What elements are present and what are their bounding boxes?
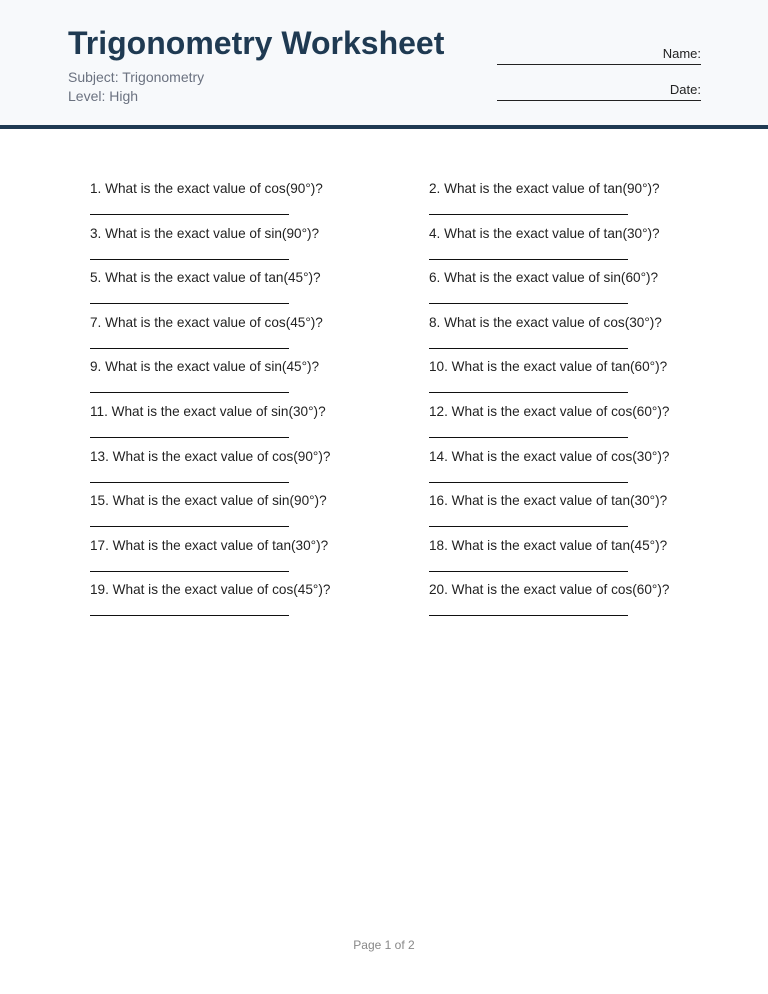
page-number: Page 1 of 2 <box>353 938 415 952</box>
question-text: 20. What is the exact value of cos(60°)? <box>429 582 670 598</box>
answer-line[interactable] <box>90 571 289 572</box>
answer-line[interactable] <box>429 437 628 438</box>
question-text: 12. What is the exact value of cos(60°)? <box>429 403 670 419</box>
question-item <box>90 181 429 226</box>
question-item <box>90 493 429 538</box>
question-item <box>90 359 429 404</box>
question-item <box>90 404 429 449</box>
answer-line[interactable] <box>429 615 628 616</box>
answer-line[interactable] <box>90 615 289 616</box>
question-item <box>90 449 429 494</box>
question-text: 13. What is the exact value of cos(90°)? <box>90 448 331 464</box>
worksheet-title: Trigonometry Worksheet <box>68 25 445 61</box>
answer-line[interactable] <box>429 214 628 215</box>
question-text: 2. What is the exact value of tan(90°)? <box>429 181 660 196</box>
worksheet-header <box>0 0 768 129</box>
question-item <box>429 359 690 404</box>
question-text: 19. What is the exact value of cos(45°)? <box>90 582 331 598</box>
question-text: 10. What is the exact value of tan(60°)? <box>429 359 668 375</box>
question-text: 9. What is the exact value of sin(45°)? <box>90 359 320 375</box>
answer-line[interactable] <box>429 392 628 393</box>
question-text: 18. What is the exact value of tan(45°)? <box>429 537 668 553</box>
answer-line[interactable] <box>90 303 289 304</box>
answer-line[interactable] <box>90 259 289 260</box>
question-text: 4. What is the exact value of tan(30°)? <box>429 225 660 241</box>
subject-label: Subject: Trigonometry <box>68 69 205 85</box>
question-text: 17. What is the exact value of tan(30°)? <box>90 537 329 553</box>
question-item <box>429 270 690 315</box>
question-item <box>90 315 429 360</box>
question-text: 14. What is the exact value of cos(30°)? <box>429 448 670 464</box>
question-item <box>429 582 690 627</box>
question-text: 6. What is the exact value of sin(60°)? <box>429 270 659 286</box>
question-list <box>90 181 690 627</box>
question-item <box>90 582 429 627</box>
answer-line[interactable] <box>90 482 289 483</box>
level-label: Level: High <box>68 88 139 104</box>
question-text: 15. What is the exact value of sin(90°)? <box>90 493 327 509</box>
question-item <box>429 493 690 538</box>
question-item <box>429 538 690 583</box>
question-text: 16. What is the exact value of tan(30°)? <box>429 493 668 509</box>
question-item <box>429 226 690 271</box>
question-text: 8. What is the exact value of cos(30°)? <box>429 314 662 330</box>
date-field[interactable] <box>497 82 701 101</box>
answer-line[interactable] <box>429 348 628 349</box>
question-item <box>429 449 690 494</box>
answer-line[interactable] <box>90 392 289 393</box>
answer-line[interactable] <box>90 348 289 349</box>
question-text: 11. What is the exact value of sin(30°)? <box>90 403 326 419</box>
answer-line[interactable] <box>90 526 289 527</box>
question-item <box>429 181 690 226</box>
question-item <box>90 538 429 583</box>
question-item <box>429 404 690 449</box>
answer-line[interactable] <box>90 214 289 215</box>
answer-line[interactable] <box>429 303 628 304</box>
question-item <box>90 226 429 271</box>
answer-line[interactable] <box>429 526 628 527</box>
question-text: 5. What is the exact value of tan(45°)? <box>90 270 321 286</box>
date-label: Date: <box>669 82 701 97</box>
question-text: 7. What is the exact value of cos(45°)? <box>90 314 323 330</box>
question-text: 1. What is the exact value of cos(90°)? <box>90 181 323 196</box>
question-text: 3. What is the exact value of sin(90°)? <box>90 225 320 241</box>
answer-line[interactable] <box>429 571 628 572</box>
answer-line[interactable] <box>429 482 628 483</box>
question-item <box>429 315 690 360</box>
answer-line[interactable] <box>429 259 628 260</box>
answer-line[interactable] <box>90 437 289 438</box>
name-field[interactable] <box>497 46 701 65</box>
question-item <box>90 270 429 315</box>
name-label: Name: <box>662 46 701 61</box>
